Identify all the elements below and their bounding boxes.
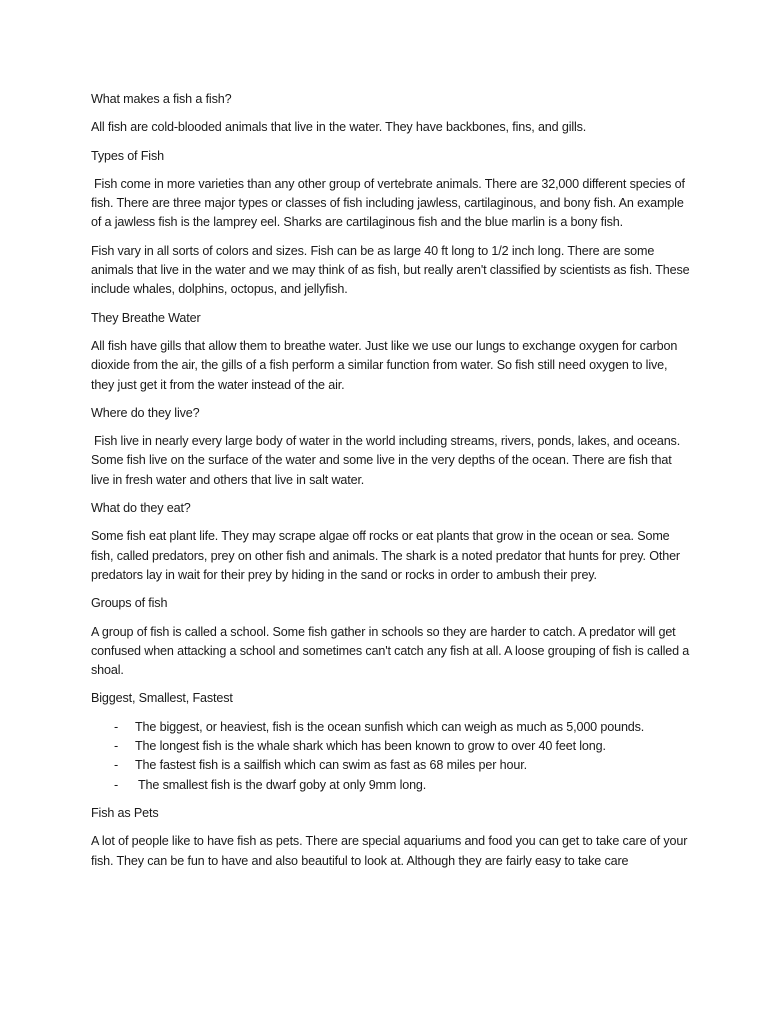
list-marker: - (114, 739, 119, 754)
section-heading: Groups of fish (91, 596, 168, 611)
list-item (91, 776, 691, 795)
section-heading: Biggest, Smallest, Fastest (91, 691, 233, 706)
list-marker: - (114, 777, 119, 792)
facts-list (91, 718, 691, 795)
paragraph: Fish come in more varieties than any other group of vertebrate animals. There are 32,000 different species of fish. There are three major types or classes of fish including jawless, cartilaginous, and bony fish. An example of a jawless fish is the lamprey eel. Sharks are cartilaginous fish and the blue marlin is a bony fish. (91, 176, 685, 230)
list-marker: - (114, 758, 119, 773)
paragraph: Fish vary in all sorts of colors and sizes. Fish can be as large 40 ft long to 1/2 inch long. There are some animals that live in the water and we may think of as fish, but really aren't classified by scientists as fish. These include whales, dolphins, octopus, and jellyfish. (91, 243, 690, 297)
list-item-text: The fastest fish is a sailfish which can swim as fast as 68 miles per hour. (135, 758, 527, 773)
list-item (91, 756, 691, 775)
paragraph: A group of fish is called a school. Some fish gather in schools so they are harder to catch. A predator will get confused when attacking a school and sometimes can't catch any fish at all. A loose grouping of fish is called a shoal. (91, 624, 690, 678)
paragraph: All fish have gills that allow them to breathe water. Just like we use our lungs to exchange oxygen for carbon dioxide from the air, the gills of a fish perform a similar function from water. So fish still need oxygen to live, they just get it from the water instead of the air. (91, 338, 678, 392)
list-item-text: The longest fish is the whale shark which has been known to grow to over 40 feet long. (135, 739, 606, 754)
paragraph: Fish live in nearly every large body of water in the world including streams, rivers, ponds, lakes, and oceans. Some fish live on the surface of the water and some live in the very depths of the ocean. There are fish that live in fresh water and others that live in salt water. (91, 434, 681, 487)
section-heading: Where do they live? (91, 405, 200, 420)
document-body (91, 90, 691, 880)
section-heading: What do they eat? (91, 501, 191, 516)
section-heading: What makes a fish a fish? (91, 92, 232, 106)
section-heading: Types of Fish (91, 148, 164, 163)
paragraph: Some fish eat plant life. They may scrape algae off rocks or eat plants that grow in the ocean or sea. Some fish, called predators, prey on other fish and animals. The shark is a noted predator that hunts for prey. Other predators lay in wait for their prey by hiding in the sand or rocks in order to ambush their prey. (91, 529, 680, 582)
list-item-text: The biggest, or heaviest, fish is the ocean sunfish which can weigh as much as 5,000 pounds. (135, 719, 645, 734)
list-item (91, 737, 691, 756)
paragraph: A lot of people like to have fish as pets. There are special aquariums and food you can get to take care of your fish. They can be fun to have and also beautiful to look at. Although they are fairly easy to take care (91, 834, 688, 868)
paragraph: All fish are cold-blooded animals that live in the water. They have backbones, fins, and gills. (91, 120, 587, 135)
section-heading: Fish as Pets (91, 805, 159, 820)
section-heading: They Breathe Water (91, 310, 201, 325)
list-item-text: The smallest fish is the dwarf goby at only 9mm long. (138, 777, 427, 792)
list-item (91, 718, 691, 737)
list-marker: - (114, 719, 119, 734)
